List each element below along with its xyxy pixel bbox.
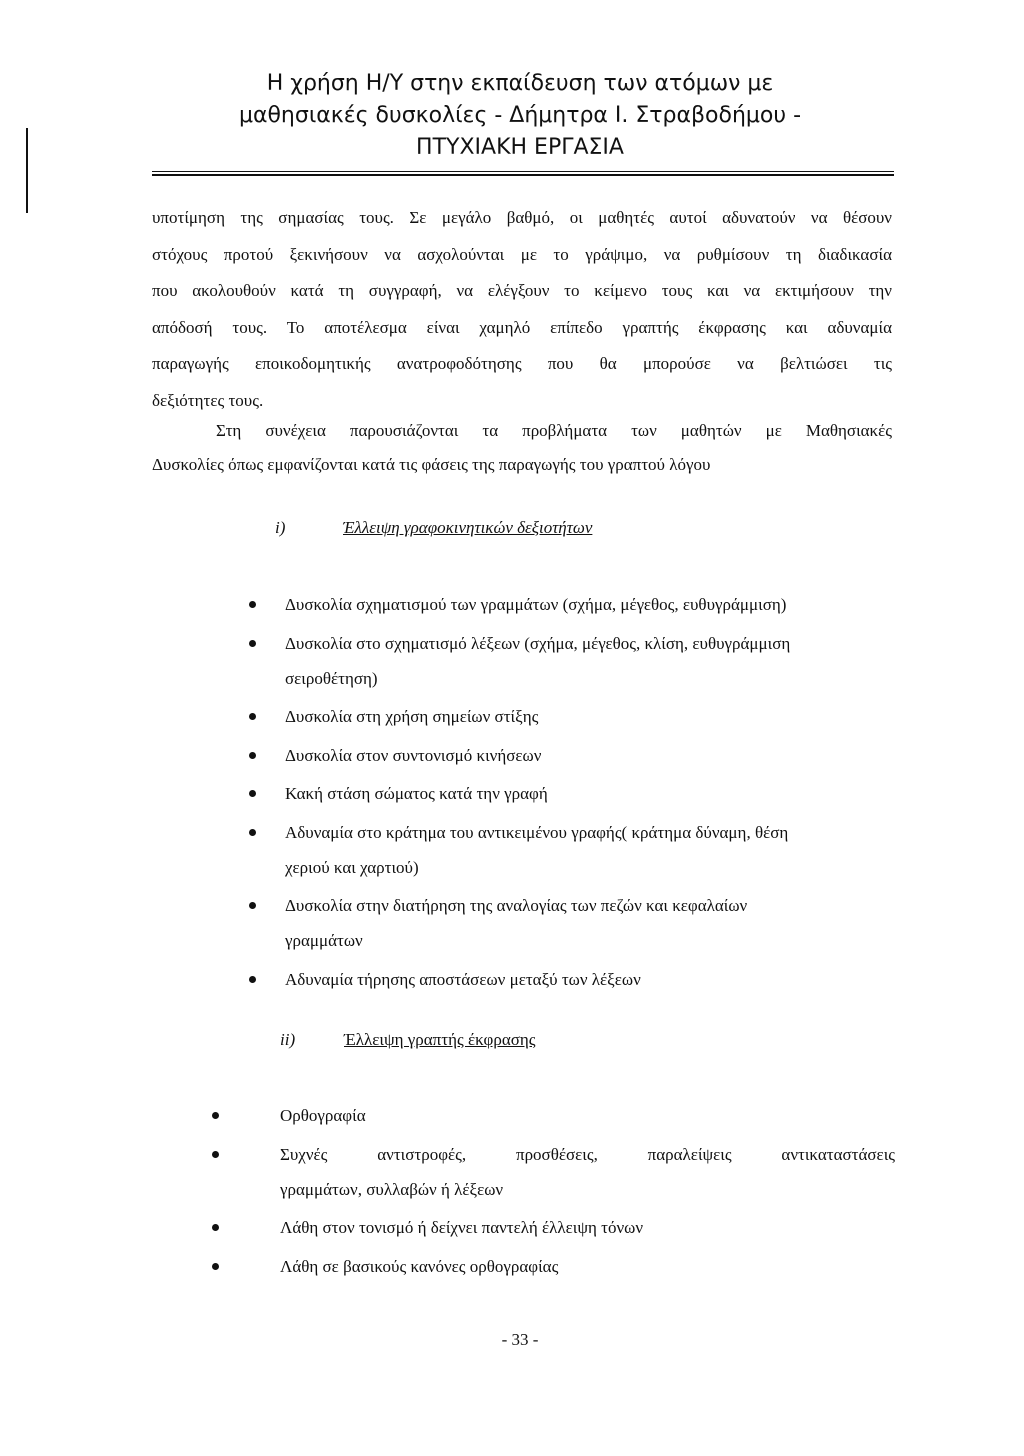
bullet-icon: [212, 1263, 219, 1270]
section-number: i): [275, 518, 286, 537]
bullet-icon: [249, 713, 256, 720]
paragraph-line: Δυσκολίες όπως εμφανίζονται κατά τις φάσεις της παραγωγής του γραπτού λόγου: [152, 455, 711, 474]
header-rule: [152, 171, 894, 172]
header-line-2: μαθησιακές δυσκολίες - Δήμητρα Ι. Στραβοδήμου -: [238, 103, 802, 128]
bullet-icon: [212, 1224, 219, 1231]
paragraph-line: απόδοσή τους. Το αποτέλεσμα είναι χαμηλό επίπεδο γραπτής έκφρασης και αδυναμία: [152, 317, 892, 337]
paragraph-line: Στη συνέχεια παρουσιάζονται τα προβλήματα των μαθητών με Μαθησιακές: [216, 421, 892, 440]
list-item: Συχνές αντιστροφές, προσθέσεις, παραλείψεις αντικαταστάσεις γραμμάτων, συλλαβών ή λέξεων: [280, 1137, 895, 1207]
bullet-icon: [249, 790, 256, 797]
paragraph-1: [152, 200, 892, 419]
bullet-list-1: [285, 587, 895, 1000]
section-heading-1: [275, 518, 592, 538]
list-item: Ορθογραφία: [280, 1098, 895, 1133]
section-title: Έλλειψη γραφοκινητικών δεξιοτήτων: [343, 518, 593, 537]
bullet-icon: [249, 829, 256, 836]
header-line-3: ΠΤΥΧΙΑΚΗ ΕΡΓΑΣΙΑ: [416, 135, 624, 160]
list-item: Κακή στάση σώματος κατά την γραφή: [285, 776, 895, 811]
page-number: - 33 -: [501, 1330, 539, 1349]
bullet-icon: [249, 601, 256, 608]
paragraph-line: παραγωγής εποικοδομητικής ανατροφοδότησης που θα μπορούσε να βελτιώσει τις: [152, 354, 892, 373]
bullet-icon: [249, 640, 256, 647]
list-item: Δυσκολία στη χρήση σημείων στίξης: [285, 699, 895, 734]
list-item: Αδυναμία τήρησης αποστάσεων μεταξύ των λέξεων: [285, 962, 895, 997]
bullet-icon: [249, 752, 256, 759]
paragraph-line: στόχους προτού ξεκινήσουν να ασχολούνται με το γράψιμο, να ρυθμίσουν τη διαδικασία: [152, 244, 892, 264]
list-item: Δυσκολία στην διατήρηση της αναλογίας των πεζών και κεφαλαίων γραμμάτων: [285, 888, 895, 958]
bullet-icon: [249, 902, 256, 909]
section-heading-2: [280, 1030, 536, 1050]
running-header: [150, 68, 890, 164]
bullet-icon: [212, 1112, 219, 1119]
section-number: ii): [280, 1030, 296, 1049]
margin-line: [26, 128, 28, 213]
header-line-1: Η χρήση Η/Υ στην εκπαίδευση των ατόμων με: [266, 71, 774, 96]
list-item: Λάθη στον τονισμό ή δείχνει παντελή έλλειψη τόνων: [280, 1210, 895, 1245]
bullet-list-2: [280, 1098, 895, 1287]
paragraph-line: υποτίμηση της σημασίας τους. Σε μεγάλο βαθμό, οι μαθητές αυτοί αδυνατούν να θέσουν: [152, 208, 892, 227]
header-rule-thick: [152, 174, 894, 176]
paragraph-2: [152, 414, 892, 482]
list-item: Δυσκολία στο σχηματισμό λέξεων (σχήμα, μέγεθος, κλίση, ευθυγράμμιση σειροθέτηση): [285, 626, 895, 696]
list-item: Δυσκολία στον συντονισμό κινήσεων: [285, 738, 895, 773]
paragraph-line: που ακολουθούν κατά τη συγγραφή, να ελέγξουν το κείμενο τους και να εκτιμήσουν την: [152, 281, 892, 300]
bullet-icon: [212, 1151, 219, 1158]
paragraph-line: δεξιότητες τους.: [152, 390, 264, 410]
list-item: Αδυναμία στο κράτημα του αντικειμένου γραφής( κράτημα δύναμη, θέση χεριού και χαρτιού): [285, 815, 895, 885]
bullet-icon: [249, 976, 256, 983]
list-item: Λάθη σε βασικούς κανόνες ορθογραφίας: [280, 1249, 895, 1284]
list-item: Δυσκολία σχηματισμού των γραμμάτων (σχήμα, μέγεθος, ευθυγράμμιση): [285, 587, 895, 622]
section-title: Έλλειψη γραπτής έκφρασης: [344, 1030, 536, 1049]
